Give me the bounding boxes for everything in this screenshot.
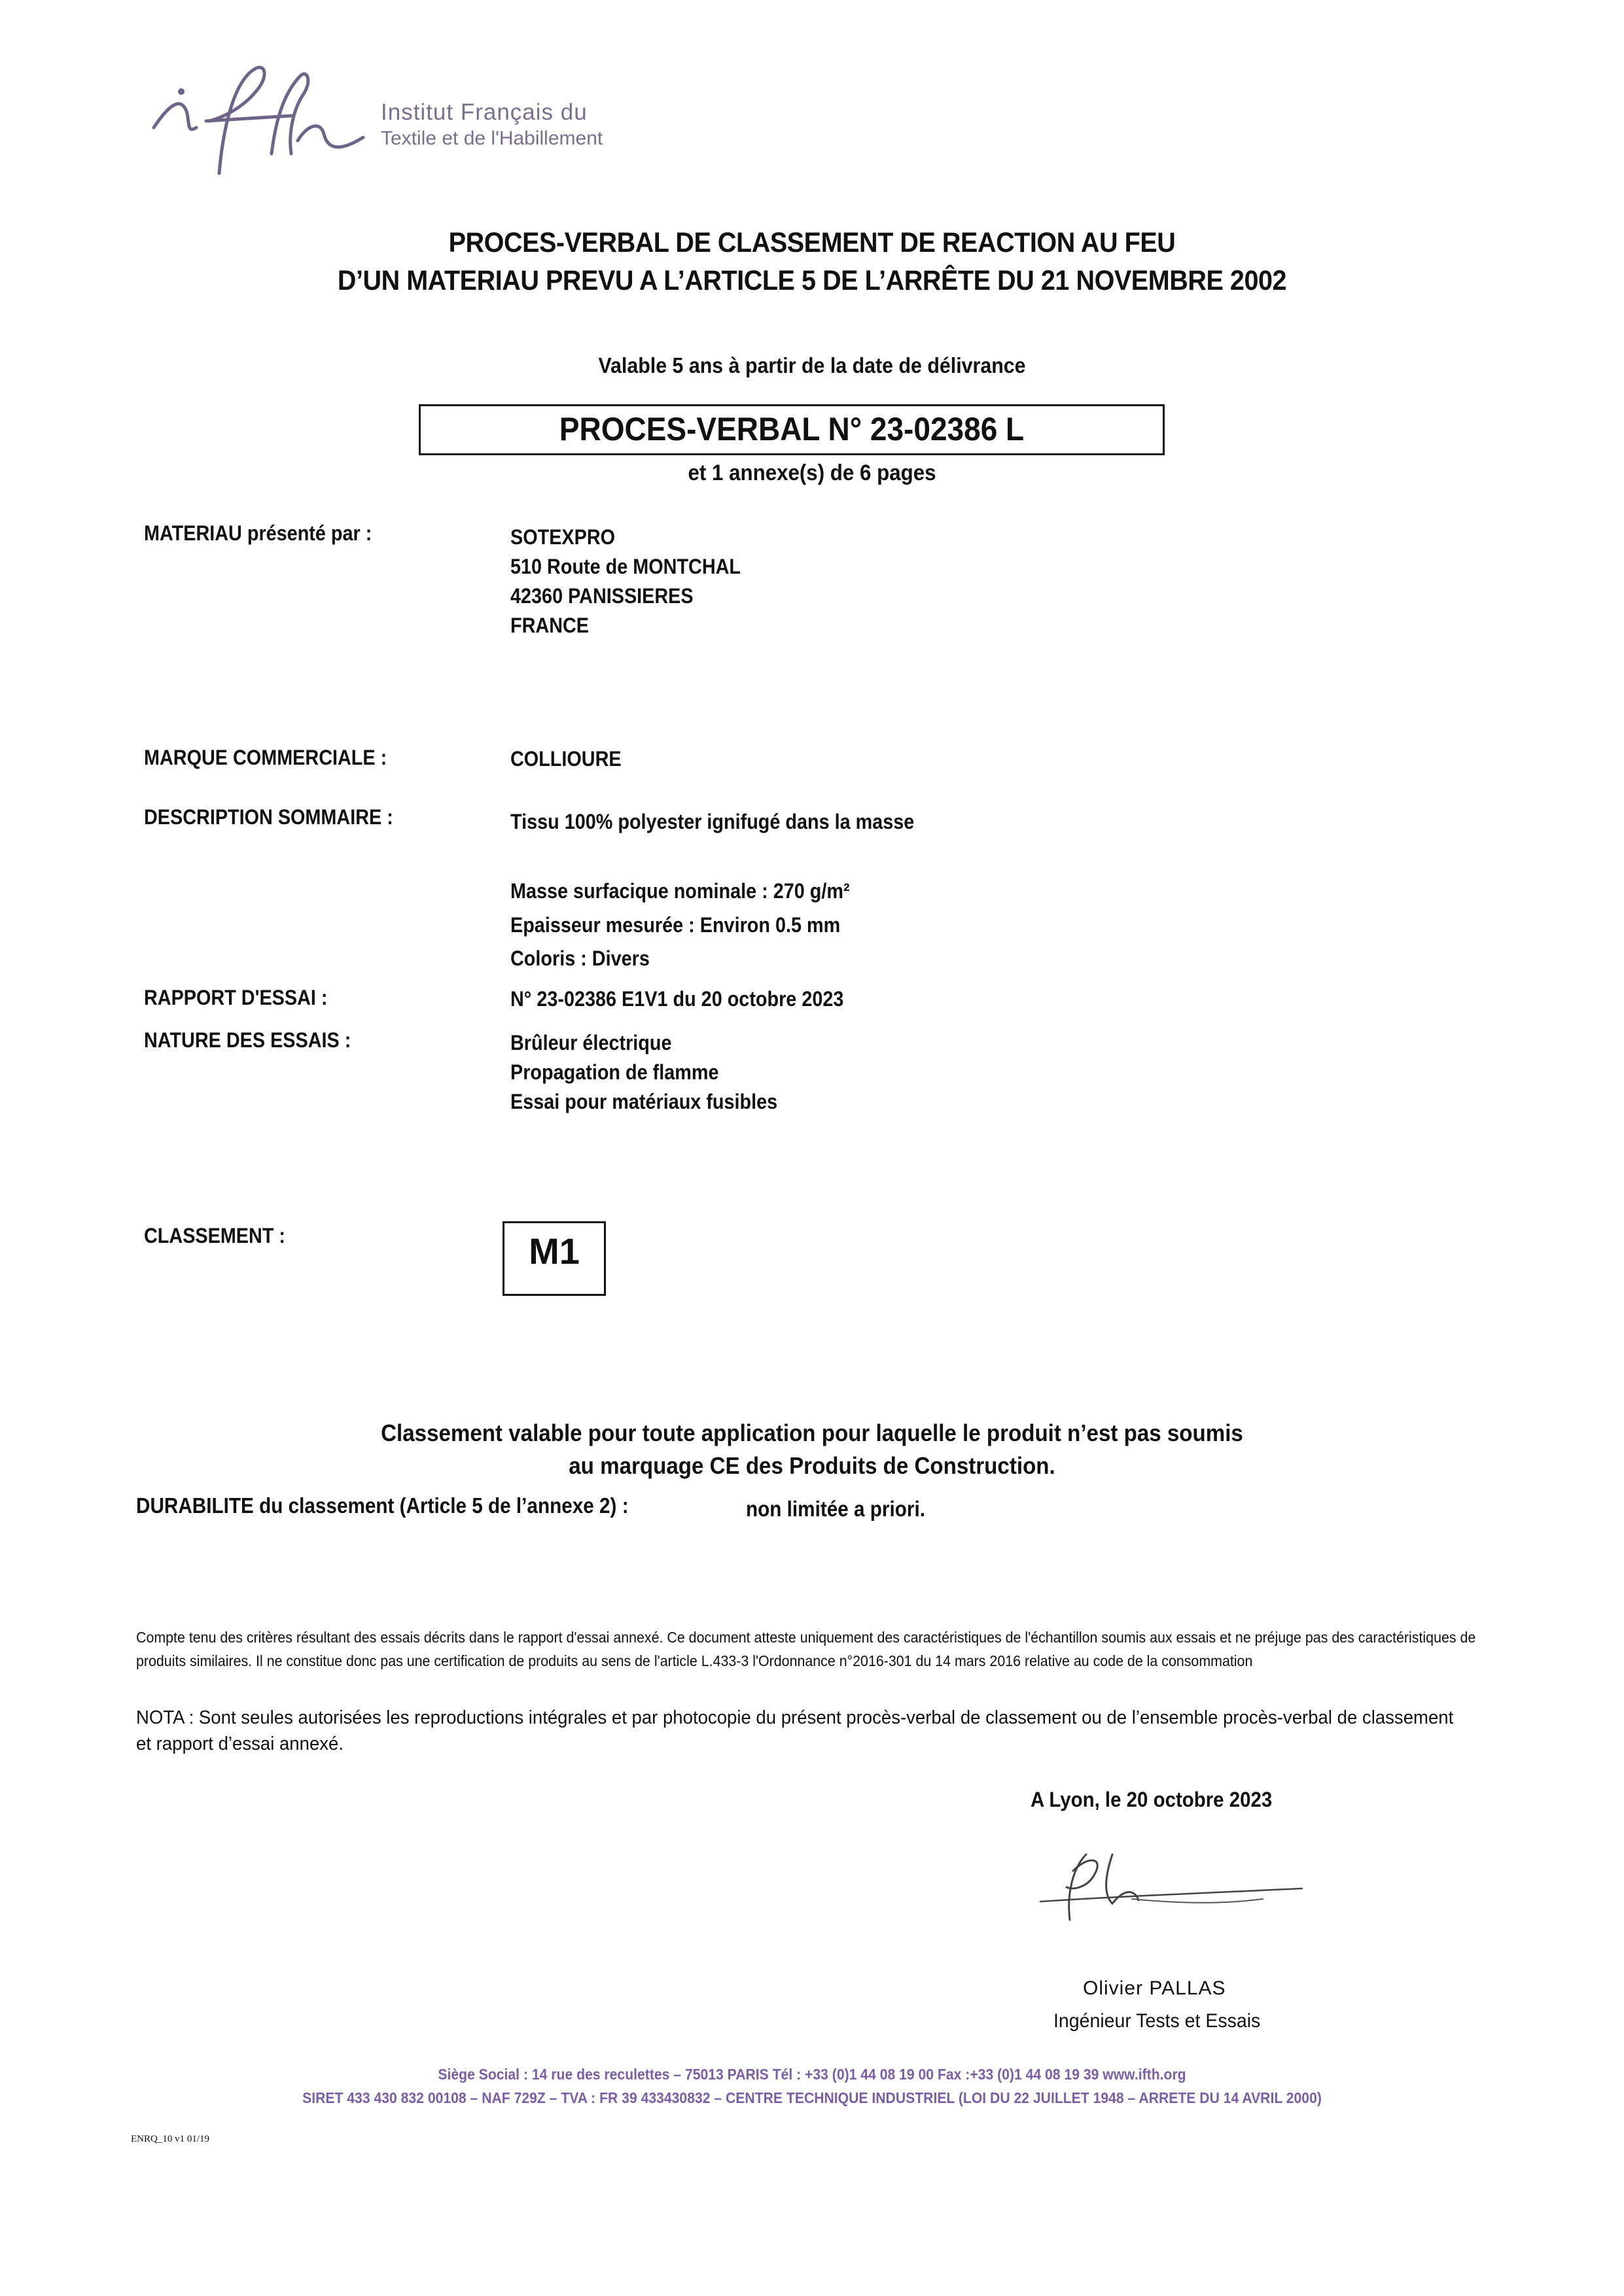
materiau-label: MATERIAU présenté par : (144, 521, 372, 545)
scope-line1: Classement valable pour toute application pour laquelle le produit n’est pas soumis (381, 1419, 1243, 1446)
signer-name: Olivier PALLAS (1083, 1977, 1226, 1999)
scope-line2: au marquage CE des Produits de Construction. (569, 1452, 1055, 1479)
classement-value: M1 (529, 1230, 580, 1272)
nature-line-1: Brûleur électrique (510, 1031, 672, 1054)
durabilite-label: DURABILITE du classement (Article 5 de l’annexe 2) : (136, 1493, 629, 1518)
logo-text-line1: Institut Français du (381, 99, 588, 125)
nature-line-2: Propagation de flamme (510, 1060, 719, 1084)
spec-coloris: Coloris : Divers (510, 947, 650, 970)
logo-text-line2: Textile et de l'Habillement (381, 128, 603, 149)
footer-address: Siège Social : 14 rue des reculettes – 75013 PARIS Tél : +33 (0)1 44 08 19 00 Fax :+33 (0)1 44 08 19 39 www.ifth.org (438, 2066, 1186, 2083)
document-reference: ENRQ_10 v1 01/19 (131, 2134, 209, 2144)
description-value: Tissu 100% polyester ignifugé dans la masse (510, 810, 915, 833)
rapport-label: RAPPORT D'ESSAI : (144, 986, 328, 1009)
spec-masse: Masse surfacique nominale : 270 g/m² (510, 879, 850, 903)
disclaimer-note: Compte tenu des critères résultant des essais décrits dans le rapport d'essai annexé. Ce document atteste uniquement des caractéristiques de l'échantillon soumis aux essais et ne préjuge pas des caractéristiques de produits similaires. Il ne constitue donc pas une certification de produits au sens de l'article L.433-3 l'Ordonnance n°2016-301 du 14 mars 2016 relative au code de la consommation (136, 1629, 1476, 1669)
document-title-line2: D’UN MATERIAU PREVU A L’ARTICLE 5 DE L’ARRÊTE DU 21 NOVEMBRE 2002 (337, 265, 1287, 296)
marque-value: COLLIOURE (510, 747, 622, 771)
signer-title: Ingénieur Tests et Essais (1053, 2010, 1261, 2032)
materiau-line-2: 510 Route de MONTCHAL (510, 555, 741, 578)
handwritten-signature (1027, 1841, 1328, 1926)
document-title-line1: PROCES-VERBAL DE CLASSEMENT DE REACTION AU FEU (448, 227, 1176, 258)
pv-number: PROCES-VERBAL N° 23-02386 L (559, 411, 1025, 447)
rapport-value: N° 23-02386 E1V1 du 20 octobre 2023 (510, 987, 844, 1011)
description-label: DESCRIPTION SOMMAIRE : (144, 805, 393, 829)
footer-legal: SIRET 433 430 832 00108 – NAF 729Z – TVA : FR 39 433430832 – CENTRE TECHNIQUE INDUSTRIEL (LOI DU 22 JUILLET 1948 – ARRETE DU 14 AVRIL 2000) (302, 2089, 1322, 2106)
spec-epaisseur: Epaisseur mesurée : Environ 0.5 mm (510, 913, 841, 937)
durabilite-value: non limitée a priori. (746, 1497, 925, 1521)
marque-label: MARQUE COMMERCIALE : (144, 746, 387, 769)
nature-line-3: Essai pour matériaux fusibles (510, 1090, 778, 1113)
materiau-line-4: FRANCE (510, 614, 589, 637)
nature-label: NATURE DES ESSAIS : (144, 1028, 351, 1052)
ifth-logo (141, 56, 376, 193)
materiau-line-3: 42360 PANISSIERES (510, 584, 694, 608)
materiau-line-1: SOTEXPRO (510, 525, 616, 549)
annex-count: et 1 annexe(s) de 6 pages (688, 461, 936, 485)
nota-note: NOTA : Sont seules autorisées les reproductions intégrales et par photocopie du présent procès-verbal de classement ou de l’ensemble procès-verbal de classement et rapport d’essai annexé. (136, 1707, 1454, 1754)
validity-statement: Valable 5 ans à partir de la date de délivrance (598, 353, 1026, 377)
place-date: A Lyon, le 20 octobre 2023 (1031, 1788, 1273, 1811)
classement-label: CLASSEMENT : (144, 1224, 285, 1247)
